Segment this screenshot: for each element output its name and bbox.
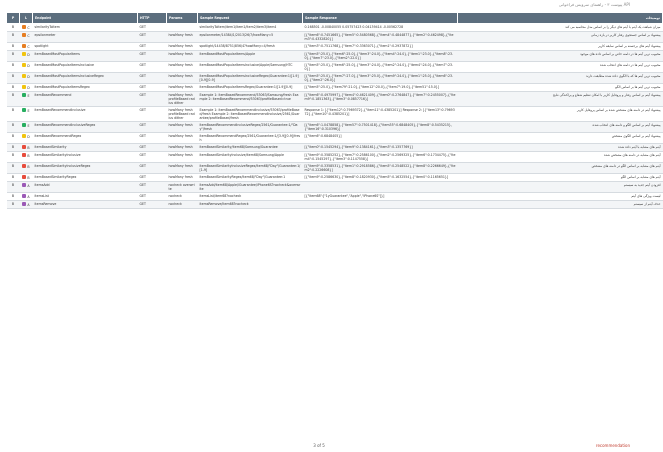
level-label: C: [27, 45, 30, 49]
endpoint-cell: itemsRemove: [33, 201, 138, 209]
priority-cell: B: [7, 84, 20, 92]
level-cell: [20, 73, 33, 84]
table-row: [7, 24, 663, 32]
table-row: [7, 163, 663, 174]
endpoint-cell: itemBasedMostPopularItemsInclusive: [33, 62, 138, 73]
sample-request-cell: itemBasedRecommendRegex/2561/Guarantee:1/[3-9][0-9]/fresh: [198, 133, 303, 144]
sample-request-cell: itemsRemove/item68?nocheck: [198, 201, 303, 209]
endpoint-cell: itemsList: [33, 193, 138, 201]
page-footer: [0, 440, 638, 452]
table-row: [7, 51, 663, 62]
level-label: A: [27, 184, 30, 188]
http-method-cell: GET: [138, 133, 167, 144]
sample-response-cell: [{"item6":0.7451665},{"item5":0.5480568},{"item4":0.4844877},{"item2":0.462498},{"item3":0.4332820}]: [303, 32, 458, 43]
description-cell: پیشنهاد آیتم در دامنه های مشخص شده بر اساس پروفایل کاربر: [458, 107, 663, 122]
http-method-cell: GET: [138, 24, 167, 32]
header-title: پیوست ۳ - راهنمای سرویس فراخوانی API: [558, 2, 630, 7]
sample-request-cell: itemBasedMostPopularItemsInclusive/Apple/Samsung/HTC: [198, 62, 303, 73]
table-row: [7, 174, 663, 182]
params-cell: howMany fresh: [167, 133, 198, 144]
col-http: HTTP: [138, 13, 167, 24]
sample-response-cell: [{"item68":["1yGuarantee","Apple","iPhone6S"]}]: [303, 193, 458, 201]
sample-request-cell: Example 1: itemBasedRecommend/53063/Samsung/fresh Example 2: itemBasedRecommend/53063/profileBased=true: [198, 92, 303, 107]
http-method-cell: GET: [138, 73, 167, 84]
table-body: [7, 24, 663, 209]
level-cell: [20, 43, 33, 51]
priority-cell: B: [7, 43, 20, 51]
priority-cell: B: [7, 73, 20, 84]
params-cell: howMany fresh: [167, 73, 198, 84]
level-cell: [20, 24, 33, 32]
http-method-cell: GET: [138, 32, 167, 43]
params-cell: howMany fresh profileBased radius dither: [167, 92, 198, 107]
level-badge: [22, 63, 26, 67]
endpoint-cell: itemBasedMostPopularItems: [33, 51, 138, 62]
page-number: 3 of 5: [313, 443, 325, 448]
level-cell: [20, 152, 33, 163]
description-cell: میزان شباهت یک آیتم با آیتم های دیگر را بر اساس مدل محاسبه می کند: [458, 24, 663, 32]
col-l: L: [20, 13, 33, 24]
sample-response-cell: [{"item5":25.0},{"item6":25.0},{"item3":24.0},{"item2":24.0},{"item4":24.0},{"item7":23.0}]: [303, 62, 458, 73]
level-cell: [20, 92, 33, 107]
priority-cell: B: [7, 152, 20, 163]
priority-cell: B: [7, 182, 20, 193]
http-method-cell: GET: [138, 51, 167, 62]
description-cell: محبوب ترین آیتم ها در دامنه های انتخاب شده: [458, 62, 663, 73]
endpoint-cell: itemBasedRecommendInclusive: [33, 107, 138, 122]
table-row: [7, 92, 663, 107]
http-method-cell: GET: [138, 193, 167, 201]
http-method-cell: GET: [138, 152, 167, 163]
http-method-cell: GET: [138, 144, 167, 152]
endpoint-cell: itemBasedRecommend: [33, 92, 138, 107]
level-label: D: [27, 86, 30, 90]
page-header: [0, 0, 638, 10]
sample-response-cell: [{"item5":25.0},{"item79":21.0},{"item12":20.0},{"item7":19.0},{"item51":15.0}]: [303, 84, 458, 92]
level-label: E: [27, 124, 30, 128]
priority-cell: B: [7, 193, 20, 201]
sample-request-cell: itemBasedMostPopularItemsInclusiveRegex/Guarantee:1/[1-9][0-9][0-9]: [198, 73, 303, 84]
params-cell: nocheck: [167, 193, 198, 201]
http-method-cell: GET: [138, 122, 167, 133]
level-badge: [22, 93, 26, 97]
sample-response-cell: [303, 182, 458, 193]
params-cell: nocheck overwrite: [167, 182, 198, 193]
level-cell: [20, 201, 33, 209]
level-label: D: [27, 135, 30, 139]
description-cell: پیشنهاد بر اساس جستجوی رفتار کاربر در بازه زمانی: [458, 32, 663, 43]
level-label: D: [27, 64, 30, 68]
col-sample-request: Sample Request: [198, 13, 303, 24]
params-cell: howMany fresh: [167, 62, 198, 73]
sample-request-cell: itemsAdd/item68/Apple/iGuarantee/iPhone6S?nocheck&overwrite: [198, 182, 303, 193]
description-cell: پیشنهاد آیتم های برجسته بر اساس سابقه کاربر: [458, 43, 663, 51]
level-cell: [20, 84, 33, 92]
level-cell: [20, 163, 33, 174]
col-params: Params: [167, 13, 198, 24]
endpoint-cell: itemBasedSimilarityInclusiveRegex: [33, 163, 138, 174]
priority-cell: B: [7, 163, 20, 174]
endpoint-cell: itemBasedSimilarityInclusive: [33, 152, 138, 163]
http-method-cell: GET: [138, 163, 167, 174]
sample-response-cell: [{"item6":0.4975997},{"item4":0.4621409},{"item0":0.2764847},{"item7":0.2455007},{"item9":0.1851363},{"item3":0.0857716}]: [303, 92, 458, 107]
params-cell: howMany fresh: [167, 32, 198, 43]
params-cell: howMany fresh: [167, 152, 198, 163]
level-cell: [20, 144, 33, 152]
description-cell: محبوب ترین آیتم ها در دامنه خاص بر اساس داده های موجود: [458, 51, 663, 62]
sample-request-cell: itemBasedRecommendInclusiveRegex/2561/Guarantee:1/"Day"/fresh: [198, 122, 303, 133]
endpoint-cell: itemBasedSimilarityRegex: [33, 174, 138, 182]
level-cell: [20, 62, 33, 73]
sample-request-cell: itemsList/item68?nocheck: [198, 193, 303, 201]
table-row: [7, 133, 663, 144]
params-cell: howMany fresh: [167, 122, 198, 133]
level-label: D: [27, 75, 30, 79]
description-cell: آیتم های مشابه در دامنه های مشخص شده: [458, 152, 663, 163]
sample-response-cell: Response 1: [{"item12":0.7969372},{"item11":0.4385201}] Response 2: [{"item13":0.7969372},{"item10":0.4385201}]: [303, 107, 458, 122]
priority-cell: B: [7, 24, 20, 32]
level-badge: [22, 108, 26, 112]
table-row: [7, 182, 663, 193]
params-cell: howMany fresh: [167, 84, 198, 92]
level-badge: [22, 145, 26, 149]
col-endpoint: Endpoint: [33, 13, 138, 24]
params-cell: nocheck: [167, 201, 198, 209]
table-row: [7, 144, 663, 152]
level-label: D: [27, 53, 30, 57]
table-row: [7, 62, 663, 73]
level-label: A: [27, 195, 30, 199]
level-label: B: [27, 176, 30, 180]
priority-cell: B: [7, 107, 20, 122]
params-cell: howMany fresh: [167, 43, 198, 51]
table-row: [7, 84, 663, 92]
http-method-cell: GET: [138, 84, 167, 92]
http-method-cell: GET: [138, 201, 167, 209]
level-label: C: [27, 26, 30, 30]
endpoint-cell: itemBasedRecommendRegex: [33, 133, 138, 144]
table-row: [7, 122, 663, 133]
level-cell: [20, 193, 33, 201]
endpoint-cell: itemBasedSimilarity: [33, 144, 138, 152]
endpoint-cell: epsilonmeter: [33, 32, 138, 43]
description-cell: محبوب ترین آیتم ها بر اساس الگو: [458, 84, 663, 92]
sample-response-cell: [{"item5":25.0},{"item7":27.0},{"item3":25.0},{"item9":24.0},{"item1":25.0},{"item6":23.0},{"item2":26.0}]: [303, 73, 458, 84]
endpoint-cell: itemBasedMostPopularItemsInclusiveRegex: [33, 73, 138, 84]
sample-response-cell: [{"item5":25.0},{"item6":25.0},{"item3":24.0},{"item4":24.0},{"item1":23.0},{"item8":23.0},{"item7":23.0},{"item2":22.0}]: [303, 51, 458, 62]
table-header-row: [7, 13, 663, 24]
description-cell: محبوب ترین آیتم ها که با الگوی داده شده مطابقت دارند: [458, 73, 663, 84]
http-method-cell: GET: [138, 174, 167, 182]
description-cell: پیشنهاد آیتم بر اساس الگوی مشخص: [458, 133, 663, 144]
level-label: A: [27, 203, 30, 207]
sample-response-cell: [{"item9":0.2586630},{"item8":0.1820930},{"item5":0.1632554},{"item0":0.1165651}]: [303, 174, 458, 182]
sample-request-cell: itemBasedSimilarityInclusive/item68/Samsung/Apple: [198, 152, 303, 163]
table-row: [7, 73, 663, 84]
sample-response-cell: [{"item6":1.0478858},{"item57":0.7501418},{"item35":0.6848405},{"item8":0.5435215},{"item16":0.310396}]: [303, 122, 458, 133]
level-cell: [20, 174, 33, 182]
priority-cell: B: [7, 174, 20, 182]
params-cell: howMany fresh: [167, 51, 198, 62]
priority-cell: B: [7, 92, 20, 107]
table-row: [7, 193, 663, 201]
table-row: [7, 43, 663, 51]
sample-response-cell: [{"item9":0.3358531},{"item1":0.2918586},{"item5":0.2548522},{"item8":0.2266649},{"item2":0.2226608}]: [304, 164, 456, 172]
priority-cell: B: [7, 144, 20, 152]
http-method-cell: GET: [138, 182, 167, 193]
http-method-cell: GET: [138, 107, 167, 122]
sample-response-cell: [{"item3":0.7511768},{"item7":0.3363071},{"item1":0.2937872}]: [303, 43, 458, 51]
sample-request-cell: spotlight/14438/8751/856/4?howMany=4/fresh: [198, 43, 303, 51]
level-badge: [22, 183, 26, 187]
level-cell: [20, 133, 33, 144]
col-sample-response: Sample Response: [303, 13, 458, 24]
level-cell: [20, 182, 33, 193]
priority-cell: B: [7, 201, 20, 209]
level-badge: [22, 153, 26, 157]
description-cell: پیشنهاد آیتم بر اساس رفتار و پروفایل کاربر با امکان تنظیم شعاع و پراکندگی نتایج: [458, 92, 663, 107]
level-badge: [22, 123, 26, 127]
level-badge: [22, 74, 26, 78]
level-badge: [22, 33, 26, 37]
description-cell: آیتم های مشابه بر اساس الگو: [458, 174, 663, 182]
endpoint-cell: similarityToItem: [33, 24, 138, 32]
table-row: [7, 107, 663, 122]
priority-cell: B: [7, 32, 20, 43]
api-table: [6, 12, 663, 209]
endpoint-cell: itemsAdd: [33, 182, 138, 193]
description-cell: آیتم های مشابه با آیتم داده شده: [458, 144, 663, 152]
http-method-cell: GET: [138, 92, 167, 107]
level-badge: [22, 202, 26, 206]
level-badge: [22, 175, 26, 179]
sample-response-cell: [{"item9":0.3585252},{"item7":0.2586100},{"item2":0.2569325},{"item6":0.1734475},{"item4":0.1545297},{"item3":0.1147558}]: [304, 153, 456, 161]
sample-response-cell: 0.168501 -0.00840055 0.05757423 0.04139414 -0.00562728: [303, 24, 458, 32]
endpoint-cell: spotlight: [33, 43, 138, 51]
level-badge: [22, 44, 26, 48]
params-cell: howMany fresh profileBased radius dither: [167, 107, 198, 122]
level-badge: [22, 164, 26, 168]
params-cell: howMany fresh: [167, 163, 198, 174]
sample-response-cell: [303, 201, 458, 209]
priority-cell: B: [7, 62, 20, 73]
description-cell: آیتم های مشابه بر اساس الگو در دامنه های مشخص: [458, 163, 663, 174]
priority-cell: B: [7, 51, 20, 62]
params-cell: [167, 24, 198, 32]
level-cell: [20, 32, 33, 43]
description-cell: حذف آیتم از سیستم: [458, 201, 663, 209]
sample-request-cell: itemBasedSimilarityInclusiveRegex/item68/"Day"/Guarantee:1/[1-9]: [198, 163, 303, 174]
description-cell: افزودن آیتم جدید به سیستم: [458, 182, 663, 193]
sample-response-cell: [{"item0":0.1545294},{"item9":0.1384161},{"item3":0.1357769}]: [303, 144, 458, 152]
level-label: B: [27, 165, 30, 169]
description-cell: لیست ویژگی های آیتم: [458, 193, 663, 201]
sample-request-cell: similarityToItem/item1/item1/item2/item3/item4: [198, 24, 303, 32]
level-label: C: [27, 34, 30, 38]
level-badge: [22, 85, 26, 89]
sample-request-cell: itemBasedSimilarityRegex/item68/"Day"/Guarantee:1: [198, 174, 303, 182]
level-badge: [22, 194, 26, 198]
level-label: E: [27, 94, 30, 98]
level-label: B: [27, 146, 30, 150]
level-label: B: [27, 154, 30, 158]
level-label: E: [27, 109, 30, 113]
col-p: P: [7, 13, 20, 24]
level-badge: [22, 25, 26, 29]
http-method-cell: GET: [138, 62, 167, 73]
description-cell: پیشنهاد آیتم بر اساس الگو و دامنه های انتخاب شده: [458, 122, 663, 133]
col-description: توضیحات: [458, 13, 663, 24]
level-badge: [22, 52, 26, 56]
table-row: [7, 32, 663, 43]
sample-request-cell: Example 1: itemBasedRecommendInclusive/53063/profileBased/fresh Example 2: itemBasedRecommendInclusive/2561/Guarantee/profileBased/fresh: [198, 107, 303, 122]
sample-response-cell: [{"item6":0.6848405}]: [303, 133, 458, 144]
params-cell: howMany fresh: [167, 174, 198, 182]
http-method-cell: GET: [138, 43, 167, 51]
sample-request-cell: itemBasedSimilarity/item68/Samsung/Guarantee: [198, 144, 303, 152]
priority-cell: B: [7, 133, 20, 144]
sample-request-cell: itemBasedMostPopularItemsRegex/Guarantee:1/[1-9][0-9]: [198, 84, 303, 92]
level-cell: [20, 51, 33, 62]
table-row: [7, 152, 663, 163]
priority-cell: B: [7, 122, 20, 133]
endpoint-cell: itemBasedMostPopularItemsRegex: [33, 84, 138, 92]
params-cell: howMany fresh: [167, 144, 198, 152]
level-cell: [20, 122, 33, 133]
footer-brand: recommendation: [595, 443, 630, 448]
endpoint-cell: itemBasedRecommendInclusiveRegex: [33, 122, 138, 133]
sample-request-cell: itemBasedMostPopularItems/Apple: [198, 51, 303, 62]
table-row: [7, 201, 663, 209]
level-badge: [22, 134, 26, 138]
level-cell: [20, 107, 33, 122]
sample-request-cell: epsilonmeter/14384/1/2013/26/7/howMany=5: [198, 32, 303, 43]
